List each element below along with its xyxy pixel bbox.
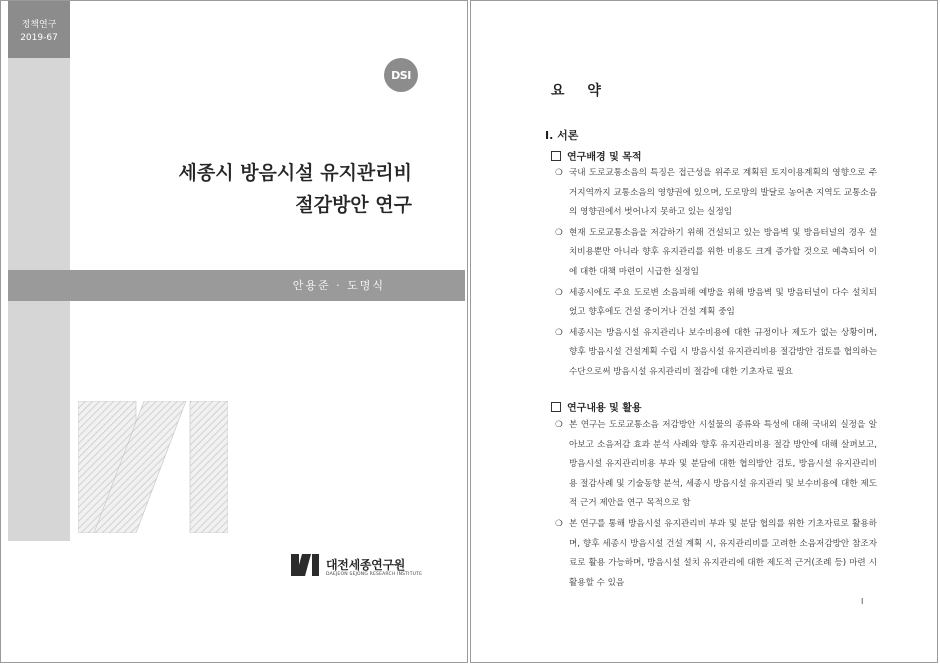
circle-bullet-icon: ❍: [555, 420, 563, 430]
circle-bullet-icon: ❍: [555, 287, 563, 298]
list-item: [555, 224, 877, 283]
list-item-text: 세종시는 방음시설 유지관리나 보수비용에 대한 규정이나 제도가 없는 상황이며, 향후 방음시설 건설계획 수립 시 방음시설 유지관리비용 절감방안 검토를 협의하는 수단으로써 방음시설 유지관리비 절감에 대한 기초자료 필요: [569, 327, 877, 377]
page-number: I: [861, 597, 864, 606]
checkbox-icon: [551, 402, 561, 412]
cover-title-line-2: 절감방안 연구: [295, 194, 412, 216]
circle-bullet-icon: ❍: [555, 168, 563, 178]
checkbox-icon: [551, 151, 561, 161]
list-item: [555, 515, 877, 593]
list-item: [555, 324, 877, 383]
series-label-box: [8, 1, 70, 58]
list-item: [555, 284, 877, 323]
cover-title-line-1: 세종시 방음시설 유지관리비: [178, 162, 412, 184]
cover-title: [179, 157, 412, 221]
institute-logo-icon: [291, 554, 319, 576]
dsi-badge: DSI: [384, 58, 418, 92]
cover-page: [0, 0, 468, 663]
institute-name: 대전세종연구원: [326, 558, 406, 572]
author-band: [8, 270, 465, 301]
list-item-text: 현재 도로교통소음을 저감하기 위해 건설되고 있는 방음벽 및 방음터널의 경우 설치비용뿐만 아니라 향후 유지관리를 위한 비용도 크게 증가할 것으로 예측되어 이에 대한 대책 마련이 시급한 실정임: [569, 227, 877, 277]
subsection-title: 연구내용 및 활용: [567, 403, 642, 414]
summary-page: [470, 0, 938, 663]
list-item-text: 본 연구는 도로교통소음 저감방안 시설물의 종류와 특성에 대해 국내외 실정을 알아보고 소음저감 효과 분석 사례와 향후 유지관리비용 절감 방안에 대해 살펴보고, 방음시설 유지관리비용 부과 및 분담에 대한 협의방안 검토, 방음시설 유지관리비용 절감사례 및 기술동향 분석, 세종시 방음시설 유지관리 및 보수비용에 대한 제도적 근거 제안을 연구 목적으로 함: [569, 420, 877, 509]
summary-heading: 요 약: [551, 83, 610, 99]
institute-emblem-icon: [78, 401, 228, 533]
series-number: 2019-67: [20, 33, 58, 43]
institute-english-name: DAEJEON SEJONG RESEARCH INSTITUTE: [326, 572, 423, 577]
subsection-title: 연구배경 및 목적: [567, 152, 642, 163]
circle-bullet-icon: ❍: [555, 227, 563, 238]
subsection-heading: [551, 399, 642, 414]
series-label: 정책연구: [21, 20, 57, 30]
circle-bullet-icon: ❍: [555, 327, 563, 338]
subsection-heading: [551, 148, 642, 163]
bullet-list: [555, 416, 877, 594]
list-item-text: 국내 도로교통소음의 특징은 접근성을 위주로 계획된 토지이용계획의 영향으로 주거지역까지 교통소음의 영향권에 있으며, 도로망의 발달로 농어촌 지역도 교통소음의 영향권에서 벗어나지 못하고 있는 실정임: [569, 168, 877, 218]
circle-bullet-icon: ❍: [555, 518, 563, 529]
list-item: [555, 416, 877, 514]
list-item: [555, 164, 877, 223]
bullet-list: [555, 164, 877, 384]
list-item-text: 본 연구를 통해 방음시설 유지관리비 부과 및 분담 협의를 위한 기초자료로 활용하며, 향후 세종시 방음시설 건설 계획 시, 유지관리비를 고려한 소음저감방안 참조자료로 활용 가능하며, 방음시설 설치 유지관리에 대한 제도적 근거(조례 등) 마련 시 활용할 수 있음: [569, 518, 877, 588]
list-item-text: 세종시에도 주요 도로변 소음피해 예방을 위해 방음벽 및 방음터널이 다수 설치되었고 향후에도 건설 중이거나 건설 계획 중임: [569, 287, 877, 318]
authors: 안용준 · 도명식: [292, 279, 385, 292]
section-heading: I. 서론: [545, 129, 579, 142]
